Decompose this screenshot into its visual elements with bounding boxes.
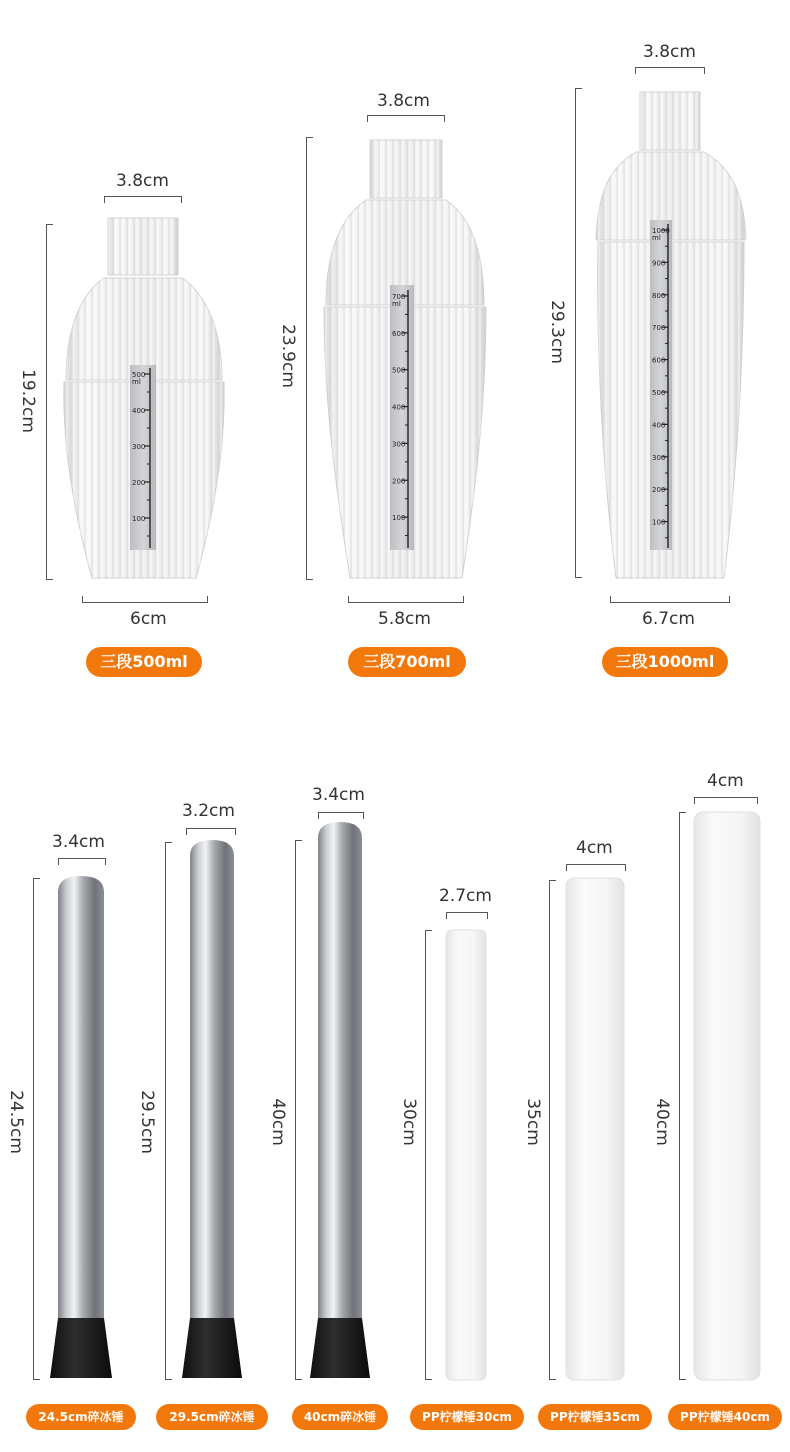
scale-label: 300 [392, 440, 406, 449]
dimension-bracket [679, 812, 686, 1380]
pp-muddler-35cm [566, 878, 624, 1380]
shaker-700-top-width: 3.8cm [377, 91, 430, 111]
pp-muddler-30-label-badge: PP柠檬锤30cm [410, 1404, 524, 1430]
scale-label: 100 [392, 514, 406, 523]
dimension-bracket [566, 864, 626, 871]
shaker-500ml [64, 218, 224, 578]
scale-label: 600 [652, 356, 666, 365]
pp-muddler-35-top-width: 4cm [576, 838, 613, 858]
shaker-500-height: 19.2cm [18, 369, 38, 433]
muddler-24-5-height: 24.5cm [6, 1090, 26, 1154]
dimension-bracket [306, 137, 313, 580]
scale-label: 200 [392, 477, 406, 486]
scale-label: 300 [652, 453, 666, 462]
scale-label: 500 [132, 371, 146, 379]
scale-label: 400 [652, 421, 666, 430]
dimension-bracket [46, 224, 53, 580]
pp-muddler-35-label-badge: PP柠檬锤35cm [538, 1404, 652, 1430]
dimension-bracket [186, 828, 236, 835]
dimension-bracket [348, 596, 464, 603]
pp-muddler-30cm [446, 930, 486, 1380]
muddler-29-5-label-badge: 29.5cm碎冰锤 [156, 1404, 268, 1430]
scale-label: 400 [132, 407, 146, 415]
pp-muddler-40cm [694, 812, 760, 1380]
dimension-bracket [295, 840, 302, 1380]
dimension-bracket [635, 67, 705, 74]
shaker-700-label-badge: 三段700ml [348, 647, 466, 677]
scale-unit: ml [652, 234, 661, 242]
scale-unit: ml [392, 300, 401, 308]
dimension-bracket [446, 912, 488, 919]
dimension-bracket [610, 596, 730, 603]
scale-label: 100 [652, 518, 666, 527]
dimension-bracket [58, 858, 106, 865]
steel-muddler-40cm [310, 822, 370, 1378]
dimension-bracket [367, 115, 445, 122]
dimension-bracket [694, 797, 758, 804]
scale-unit: ml [132, 378, 141, 386]
muddler-40-top-width: 3.4cm [312, 785, 365, 805]
scale-label: 500 [652, 389, 666, 397]
muddler-29-5-top-width: 3.2cm [182, 801, 235, 821]
muddler-24-5-label-badge: 24.5cm碎冰锤 [26, 1404, 136, 1430]
scale-label: 500 [392, 366, 406, 375]
scale-label: 800 [652, 291, 666, 300]
shaker-1000-bottom-width: 6.7cm [642, 609, 695, 629]
muddler-24-5-top-width: 3.4cm [52, 832, 105, 852]
scale-label: 200 [132, 479, 146, 487]
pp-muddler-40-height: 40cm [652, 1098, 672, 1146]
dimension-bracket [318, 812, 364, 819]
scale-label: 100 [132, 515, 146, 523]
shaker-700ml [324, 140, 486, 578]
shaker-500-top-width: 3.8cm [116, 171, 169, 191]
dimension-bracket [82, 596, 208, 603]
muddler-29-5-height: 29.5cm [137, 1090, 157, 1154]
dimension-bracket [104, 196, 182, 203]
shaker-500-bottom-width: 6cm [130, 609, 167, 629]
scale-label: 700 [652, 324, 666, 333]
pp-muddler-40-label-badge: PP柠檬锤40cm [668, 1404, 782, 1430]
shaker-1000-label-badge: 三段1000ml [602, 647, 728, 677]
shaker-500-label-badge: 三段500ml [86, 647, 202, 677]
shaker-700-bottom-width: 5.8cm [378, 609, 431, 629]
scale-label: 700 [392, 293, 406, 301]
scale-label: 200 [652, 486, 666, 495]
steel-muddler-29-5cm [182, 840, 242, 1378]
scale-label: 1000 [652, 227, 670, 235]
shaker-1000-height: 29.3cm [547, 300, 567, 364]
dimension-bracket [33, 878, 40, 1380]
muddler-40-label-badge: 40cm碎冰锤 [292, 1404, 388, 1430]
dimension-bracket [549, 880, 556, 1380]
dimension-bracket [575, 88, 582, 578]
muddler-40-height: 40cm [268, 1098, 288, 1146]
scale-label: 400 [392, 403, 406, 412]
pp-muddler-30-top-width: 2.7cm [439, 886, 492, 906]
pp-muddler-35-height: 35cm [523, 1098, 543, 1146]
dimension-bracket [425, 930, 432, 1380]
shaker-1000-top-width: 3.8cm [643, 42, 696, 62]
pp-muddler-40-top-width: 4cm [707, 771, 744, 791]
scale-label: 600 [392, 329, 406, 338]
pp-muddler-30-height: 30cm [399, 1098, 419, 1146]
shaker-700-height: 23.9cm [278, 324, 298, 388]
dimension-bracket [165, 842, 172, 1380]
steel-muddler-24-5cm [50, 876, 112, 1378]
scale-label: 300 [132, 443, 146, 451]
scale-label: 900 [652, 259, 666, 268]
shaker-1000ml [596, 92, 746, 578]
